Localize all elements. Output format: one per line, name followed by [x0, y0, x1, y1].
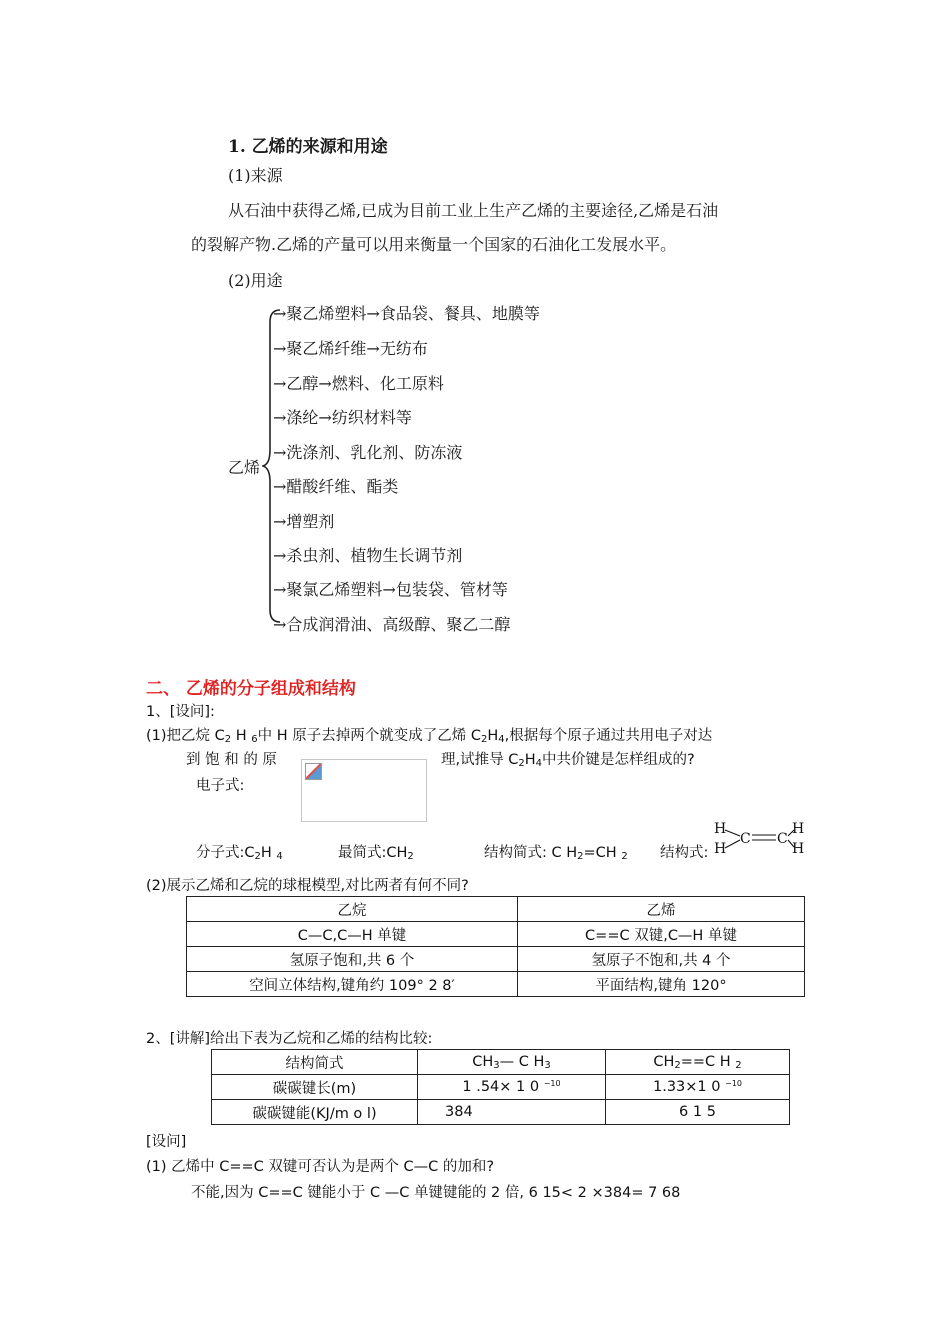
table-cell-ethane-energy: 384	[418, 1100, 606, 1125]
empirical-formula: 最简式$:CH_2$	[338, 845, 414, 862]
uses-heading: (2)用途	[228, 271, 283, 290]
question-1-label: 1、[设问]:	[146, 704, 215, 720]
use-item: →杀虫剂、植物生长调节剂	[273, 546, 463, 565]
use-item: →聚氯乙烯塑料→包装袋、管材等	[273, 580, 508, 599]
question-1-line2a: 到 饱 和 的 原	[186, 752, 277, 768]
question-1-line2b: 理,试推导 $C_2H_4$中共价键是怎样组成的?	[441, 752, 695, 769]
table-row	[187, 972, 805, 997]
answer-text: 不能,因为 C==C 键能小于 C —C 单键键能的 2 倍, 6 15< 2 ×384= 7 68	[191, 1185, 681, 1201]
electron-formula-label: 电子式:	[196, 778, 245, 794]
table-cell: 结构简式	[212, 1050, 418, 1075]
source-text-line2: 的裂解产物.乙烯的产量可以用来衡量一个国家的石油化工发展水平。	[191, 235, 677, 254]
bond-compare-table	[211, 1049, 790, 1125]
question-2: (2)展示乙烯和乙烷的球棍模型,对比两者有何不同?	[146, 878, 469, 894]
structural-formula-label: 结构式:	[660, 845, 709, 861]
broken-image-icon	[305, 763, 322, 780]
table-row	[212, 1075, 790, 1100]
use-item: →聚乙烯塑料→食品袋、餐具、地膜等	[273, 304, 540, 323]
use-item: →醋酸纤维、酯类	[273, 477, 399, 496]
section-title-source-uses: 1. 乙烯的来源和用途	[228, 137, 388, 157]
use-item: →增塑剂	[273, 512, 335, 531]
struct-h-bottom-right: H	[792, 841, 805, 857]
explanation-2-label: 2、[讲解]给出下表为乙烷和乙烯的结构比较:	[146, 1031, 433, 1047]
use-item: →聚乙烯纤维→无纺布	[273, 339, 428, 358]
section-title-structure: 二、 乙烯的分子组成和结构	[146, 679, 356, 699]
table-header-ethane: 乙烷	[187, 897, 518, 922]
table-cell-ethane-length: 1 .54× 1 0 $^{-10}$	[418, 1075, 606, 1100]
table-cell: C==C 双键,C—H 单键	[518, 922, 805, 947]
struct-c-left: C	[740, 831, 751, 847]
question-text: (1) 乙烯中 C==C 双键可否认为是两个 C—C 的加和?	[146, 1159, 495, 1175]
use-item: →乙醇→燃料、化工原料	[273, 374, 444, 393]
struct-h-top-right: H	[792, 821, 805, 837]
table-row	[212, 1100, 790, 1125]
table-row	[187, 897, 805, 922]
ethane-ethylene-compare-table	[186, 896, 805, 997]
use-item: →合成润滑油、高级醇、聚乙二醇	[273, 615, 511, 634]
table-cell: 氢原子饱和,共 6 个	[187, 947, 518, 972]
table-cell-ethane-formula: $CH_3—$ C $H_3$	[418, 1050, 606, 1075]
table-cell: 氢原子不饱和,共 4 个	[518, 947, 805, 972]
struct-h-bottom-left: H	[714, 841, 727, 857]
electron-formula-image	[301, 759, 427, 822]
table-cell: C—C,C—H 单键	[187, 922, 518, 947]
table-cell-ethylene-formula: $CH_2==C$ H $_2$	[606, 1050, 790, 1075]
table-row	[212, 1050, 790, 1075]
use-item: →涤纶→纺织材料等	[273, 408, 412, 427]
table-header-ethylene: 乙烯	[518, 897, 805, 922]
table-row	[187, 947, 805, 972]
table-cell-ethylene-energy: 6 1 5	[606, 1100, 790, 1125]
struct-h-top-left: H	[714, 821, 727, 837]
table-cell: 平面结构,键角 120°	[518, 972, 805, 997]
source-text-line1: 从石油中获得乙烯,已成为目前工业上生产乙烯的主要途径,乙烯是石油	[228, 201, 719, 220]
ethylene-center-label: 乙烯	[228, 458, 261, 477]
ethylene-structural-formula	[712, 820, 806, 858]
source-heading: (1)来源	[228, 166, 283, 185]
struct-c-right: C	[777, 831, 788, 847]
question-1-line1: (1)把乙烷 $C_2$ H $_6$中 H 原子去掉两个就变成了乙烯 $C_2H_4$,根据每个原子通过共用电子对达	[146, 728, 713, 745]
molecular-formula: 分子式$:C_2H$ $_4$	[196, 845, 283, 862]
table-cell: 空间立体结构,键角约 109° 2 8′	[187, 972, 518, 997]
use-item: →洗涤剂、乳化剂、防冻液	[273, 443, 463, 462]
structural-short-formula: 结构简式: C $H_2=CH$ $_2$	[484, 845, 628, 862]
question-label: [设问]	[146, 1134, 187, 1150]
table-cell-ethylene-length: 1.33×1 0 $^{-10}$	[606, 1075, 790, 1100]
table-row	[187, 922, 805, 947]
table-cell: 碳碳键能(KJ/m o l)	[212, 1100, 418, 1125]
table-cell: 碳碳键长(m)	[212, 1075, 418, 1100]
